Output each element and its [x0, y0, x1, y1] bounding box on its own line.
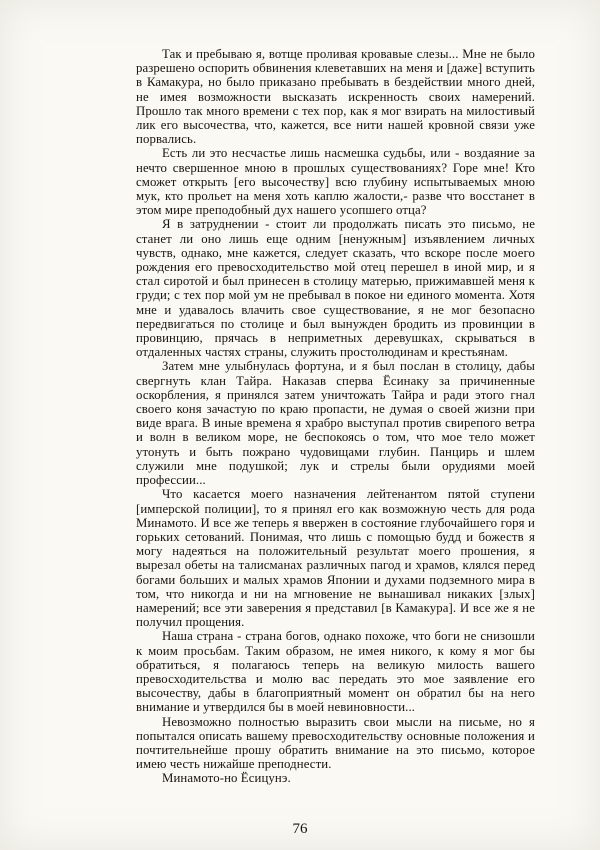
paragraph: Наша страна - страна богов, однако похоже, что боги не снизошли к моим просьбам. Таким образом, не имея никого, к кому я мог бы обратиться, я полагаюсь теперь на великую милость вашего превосходительства и молю вас передать это мое заявление его высочеству, дабы в благоприятный момент он обратил бы на него внимание и утвердился бы в моей невиновности...	[136, 629, 535, 715]
paragraph: Невозможно полностью выразить свои мысли на письме, но я попытался описать вашему превосходительству основные положения и почтительнейше прошу обратить внимание на это письмо, которое имею честь нижайше преподнести.	[136, 714, 535, 772]
paragraph: Есть ли это несчастье лишь насмешка судьбы, или - воздаяние за нечто свершенное мною в прошлых существованиях? Горе мне! Кто сможет открыть [его высочеству] всю глубину испытываемых мною мук, кто прольет на меня хоть каплю жалости,- разве что восстанет в этом мире преподобный дух нашего усопшего отца?	[136, 146, 535, 218]
letter-text	[136, 47, 535, 786]
paragraph: Я в затруднении - стоит ли продолжать писать это письмо, не станет ли оно лишь еще одним [ненужным] изъявлением личных чувств, однако, мне кажется, следует сказать, что вскоре после моего рождения его превосходительство мой отец перешел в иной мир, и я стал сиротой и был принесен в столицу матерью, прижимавшей меня к груди; с тех пор мой ум не пребывал в покое ни единого момента. Хотя мне и удавалось влачить свое существование, я не мог безопасно передвигаться по столице и был вынужден бродить из провинции в провинцию, прячась в неприметных деревушках, скрываться в отдаленных частях страны, служить простолюдинам и крестьянам.	[136, 217, 535, 360]
paragraph: Так и пребываю я, вотще проливая кровавые слезы... Мне не было разрешено оспорить обвинения клеветавших на меня и [даже] вступить в Камакура, но было приказано пребывать в бездействии много дней, не имея возможности высказать искренность своих намерений. Прошло так много времени с тех пор, как я мог взирать на милостивый лик его высочества, что, кажется, все нити нашей кровной связи уже порвались.	[136, 47, 535, 147]
paragraph: Затем мне улыбнулась фортуна, и я был послан в столицу, дабы свергнуть клан Тайра. Наказав сперва Ёсинаку за причиненные оскорбления, я принялся затем уничтожать Тайра и ради этого гнал своего коня зачастую по краю пропасти, не думая о своей жизни при виде врага. В иные времена я храбро выступал против свирепого ветра и волн в великом море, не беспокоясь о том, что мое тело может утонуть и быть пожрано чудовищами глубин. Панцирь и шлем служили мне подушкой; лук и стрелы были орудиями моей профессии...	[136, 359, 535, 488]
signature: Минамото-но Ёсицунэ.	[162, 771, 291, 786]
page-number: 76	[292, 821, 308, 837]
paragraph: Что касается моего назначения лейтенантом пятой ступени [имперской полиции], то я принял его как возможную честь для рода Минамото. И все же теперь я ввержен в состояние глубочайшего горя и горьких сетований. Понимая, что лишь с помощью будд и божеств я могу надеяться на положительный результат моего прошения, я вырезал обеты на талисманах различных пагод и храмов, клялся перед богами больших и малых храмов Японии и духами подземного мира в том, что никогда и ни на мгновение не вынашивал никаких [злых] намерений; все эти заверения я представил [в Камакура]. И все же я не получил прощения.	[136, 487, 535, 630]
